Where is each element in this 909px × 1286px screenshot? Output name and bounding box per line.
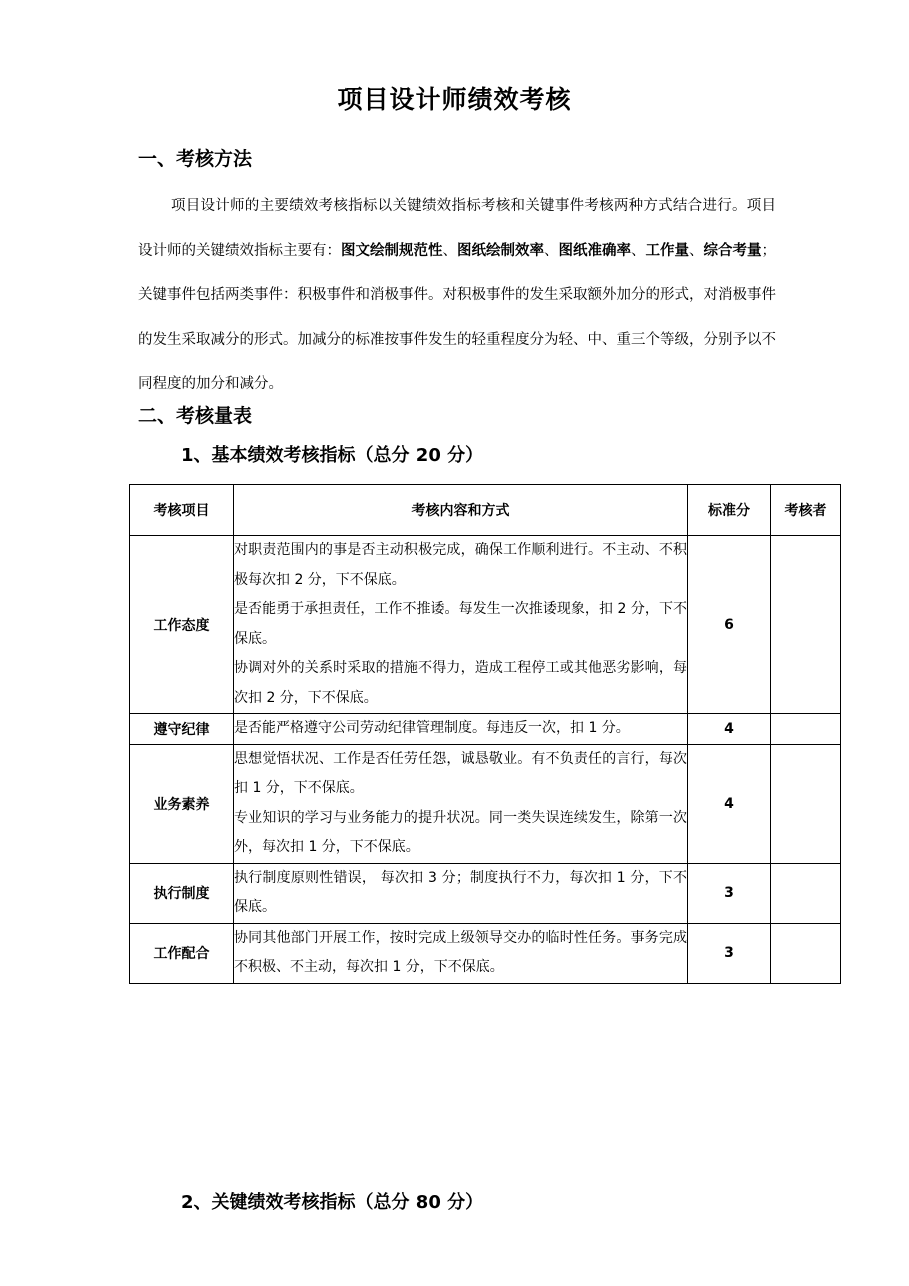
- intro-separator: 、: [442, 242, 457, 259]
- method-paragraph: [138, 184, 776, 407]
- row-score: 4: [688, 714, 771, 745]
- content-line: 是否能勇于承担责任，工作不推诿。每发生一次推诿现象，扣 2 分，下不保底。: [234, 601, 687, 647]
- kpi-drawing-efficiency: 图纸绘制效率: [457, 242, 544, 259]
- table-row: [130, 744, 841, 863]
- kpi-drawing-standard: 图文绘制规范性: [341, 242, 443, 259]
- row-content: [234, 923, 688, 983]
- content-line: 执行制度原则性错误， 每次扣 3 分；制度执行不力，每次扣 1 分，下不保底。: [234, 869, 687, 915]
- basic-kpi-table: [129, 484, 841, 984]
- row-score: 6: [688, 536, 771, 714]
- content-line: 思想觉悟状况、工作是否任劳任怨，诚恳敬业。有不负责任的言行，每次扣 1 分，下不保底。: [234, 750, 687, 796]
- row-item: 工作配合: [130, 923, 234, 983]
- row-item: 执行制度: [130, 863, 234, 923]
- table-header-row: [130, 485, 841, 536]
- kpi-overall: 综合考量: [703, 242, 762, 259]
- content-line: 对职责范围内的事是否主动积极完成，确保工作顺利进行。不主动、不积极每次扣 2 分，下不保底。: [234, 542, 687, 588]
- content-line: 专业知识的学习与业务能力的提升状况。同一类失误连续发生，除第一次外，每次扣 1 分，下不保底。: [234, 809, 687, 855]
- row-score: 4: [688, 744, 771, 863]
- kpi-workload: 工作量: [645, 242, 689, 259]
- row-rater: [771, 863, 841, 923]
- intro-text-2: ；关键事件包括两类事件：积极事件和消极事件。对积极事件的发生采取额外加分的形式，对消极事件的发生采取减分的形式。加减分的标准按事件发生的轻重程度分为轻、中、重三个等级，分别予以不同程度的加分和减分。: [138, 242, 776, 392]
- row-rater: [771, 714, 841, 745]
- row-content: [234, 536, 688, 714]
- row-content: [234, 863, 688, 923]
- table-row: [130, 536, 841, 714]
- intro-separator: 、: [631, 242, 646, 259]
- row-score: 3: [688, 863, 771, 923]
- page-title: 项目设计师绩效考核: [337, 85, 572, 114]
- content-line: 协调对外的关系时采取的措施不得力，造成工程停工或其他恶劣影响，每次扣 2 分，下不保底。: [234, 660, 687, 706]
- content-line: 协同其他部门开展工作，按时完成上级领导交办的临时性任务。事务完成不积极、不主动，每次扣 1 分，下不保底。: [234, 929, 687, 975]
- header-item: 考核项目: [130, 485, 234, 536]
- content-line: 是否能严格遵守公司劳动纪律管理制度。每违反一次，扣 1 分。: [234, 720, 630, 736]
- row-content: [234, 744, 688, 863]
- row-score: 3: [688, 923, 771, 983]
- row-content: [234, 714, 688, 745]
- row-item: 工作态度: [130, 536, 234, 714]
- kpi-drawing-accuracy: 图纸准确率: [558, 242, 631, 259]
- intro-separator: 、: [689, 242, 704, 259]
- header-rater: 考核者: [771, 485, 841, 536]
- intro-text-1: 项目设计师的主要绩效考核指标以关键绩效指标考核和关键事件考核两种方式结合进行。项目设计师的关键绩效指标主要有：: [138, 198, 776, 259]
- row-rater: [771, 536, 841, 714]
- header-content: 考核内容和方式: [234, 485, 688, 536]
- header-score: 标准分: [688, 485, 771, 536]
- table-row: [130, 863, 841, 923]
- section-heading-method: 一、考核方法: [138, 148, 253, 170]
- table1-caption: 1、基本绩效考核指标（总分 20 分）: [181, 445, 484, 466]
- table-row: [130, 923, 841, 983]
- table2-caption: 2、关键绩效考核指标（总分 80 分）: [181, 1192, 484, 1213]
- row-item: 遵守纪律: [130, 714, 234, 745]
- row-item: 业务素养: [130, 744, 234, 863]
- intro-separator: 、: [544, 242, 559, 259]
- section-heading-scale: 二、考核量表: [138, 405, 253, 427]
- table-row: [130, 714, 841, 745]
- row-rater: [771, 923, 841, 983]
- row-rater: [771, 744, 841, 863]
